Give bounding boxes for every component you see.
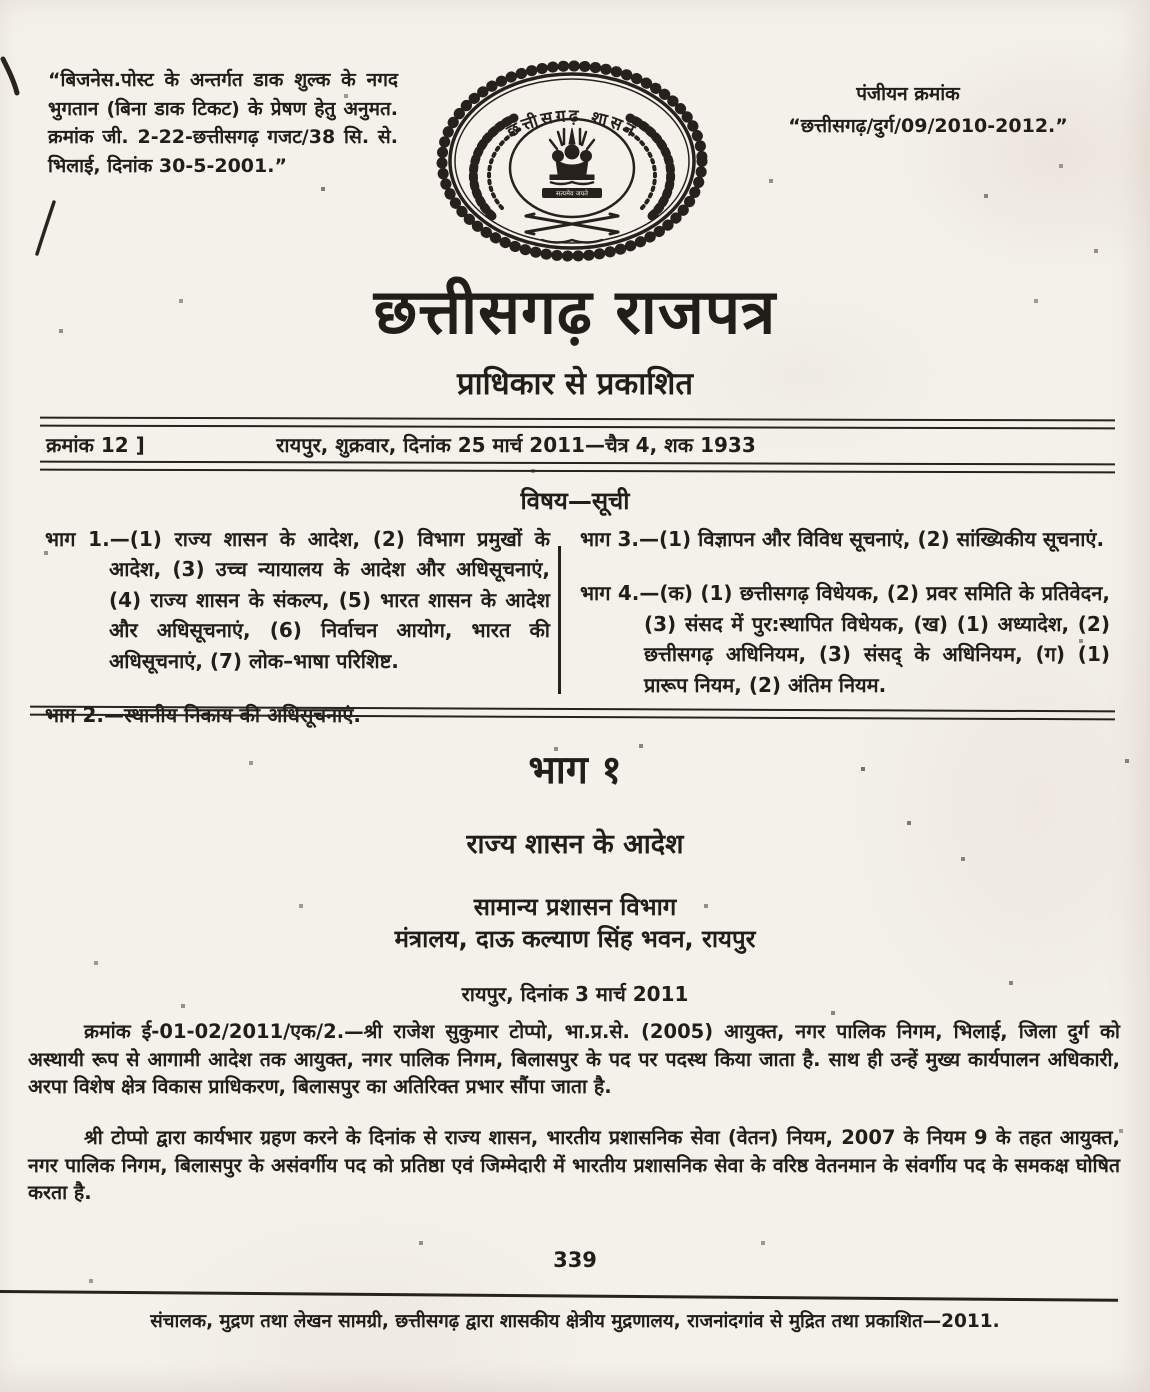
gazette-subtitle: प्राधिकार से प्रकाशित bbox=[456, 366, 694, 402]
toc-entry-part3 bbox=[580, 524, 1110, 554]
toc-entry-text: स्थानीय निकाय की अधिसूचनाएं. bbox=[123, 702, 361, 727]
scan-noise-specks bbox=[0, 0, 2, 2]
horizontal-rule-mid bbox=[40, 461, 1115, 474]
toc-entry-text: (1) विज्ञापन और विविध सूचनाएं, (2) सांख्यिकीय सूचनाएं. bbox=[658, 527, 1105, 551]
registration-block bbox=[768, 80, 1088, 138]
toc-entry-text: (क) (1) छत्तीसगढ़ विधेयक, (2) प्रवर समिति के प्रतिवेदन, (3) संसद में पुर:स्थापित विधेयक, (ख) (1) अध्यादेश, (2) छत्तीसगढ़ अधिनियम, (3) संसद् के अधिनियम, (ग) (1) प्रारूप नियम, (2) अंतिम नियम. bbox=[644, 581, 1110, 697]
department-name: सामान्य प्रशासन विभाग bbox=[473, 893, 677, 921]
order-paragraph-1 bbox=[28, 1018, 1120, 1101]
toc-entry-label: भाग 2.— bbox=[45, 702, 124, 727]
toc-entry-label: भाग 4.— bbox=[580, 581, 660, 606]
pen-stroke-artifact bbox=[34, 198, 58, 258]
toc-entry-label: भाग 3.— bbox=[580, 527, 659, 551]
ashoka-lion-capital-icon bbox=[550, 128, 594, 184]
toc-left-column bbox=[45, 524, 550, 754]
horizontal-rule-top bbox=[40, 417, 1115, 430]
order-paragraph-text: श्री राजेश सुकुमार टोप्पो, भा.प्र.से. (2005) आयुक्त, नगर पालिक निगम, भिलाई, जिला दुर्ग को अस्थायी रूप से आगामी आदेश तक आयुक्त, नगर पालिक निगम, बिलासपुर के पद पर पदस्थ किया जाता है. साथ ही उन्हें मुख्य कार्यपालन अधिकारी, अरपा विशेष क्षेत्र विकास प्राधिकरण, बिलासपुर का अतिरिक्त प्रभार सौंपा जाता है. bbox=[28, 1020, 1120, 1099]
gazette-title: छत्तीसगढ़ राजपत्र bbox=[373, 275, 777, 348]
order-dateline: रायपुर, दिनांक 3 मार्च 2011 bbox=[461, 982, 689, 1006]
toc-entry-text: (1) राज्य शासन के आदेश, (2) विभाग प्रमुखों के आदेश, (3) उच्च न्यायालय के आदेश और अधिसूचनाएं, (4) राज्य शासन के संकल्प, (5) भारत शासन के आदेश और अधिसूचनाएं, (6) निर्वाचन आयोग, भारत की अधिसूचनाएं, (7) लोक–भाषा परिशिष्ट. bbox=[109, 527, 550, 673]
emblem-motto-text: सत्यमेव जयते bbox=[556, 189, 588, 198]
ministry-address: मंत्रालय, दाऊ कल्याण सिंह भवन, रायपुर bbox=[394, 925, 756, 953]
toc-entry-part4 bbox=[580, 578, 1110, 700]
part1-heading: भाग १ bbox=[528, 748, 622, 793]
toc-entry-label: भाग 1.— bbox=[45, 527, 130, 551]
crossed-arrows-icon bbox=[526, 214, 618, 243]
emblem-top-text: छत्तीसगढ़ शासन bbox=[503, 106, 641, 143]
footer-rule bbox=[0, 1290, 1118, 1302]
toc-entry-part1 bbox=[45, 524, 550, 676]
table-of-contents bbox=[45, 524, 1110, 754]
part1-subheading: राज्य शासन के आदेश bbox=[466, 829, 684, 860]
issue-dateline: रायपुर, शुक्रवार, दिनांक 25 मार्च 2011—चैत्र 4, शक 1933 bbox=[276, 433, 756, 457]
order-number: क्रमांक ई-01-02/2011/एक/2.— bbox=[84, 1020, 364, 1043]
issue-number: क्रमांक 12 ] bbox=[46, 433, 145, 457]
toc-heading: विषय—सूची bbox=[520, 487, 630, 515]
chhattisgarh-state-emblem-icon bbox=[430, 56, 715, 270]
postal-permission-note: “बिजनेस.पोस्ट के अन्तर्गत डाक शुल्क के नगद भुगतान (बिना डाक टिकट) के प्रेषण हेतु अनुमत. क्रमांक जी. 2-22-छत्तीसगढ़ गजट/38 सि. से. भिलाई, दिनांक 30-5-2001.” bbox=[48, 69, 398, 177]
page-number: 339 bbox=[553, 1248, 597, 1272]
registration-number: “छत्तीसगढ़/दुर्ग/09/2010-2012.” bbox=[788, 115, 1068, 137]
registration-label: पंजीयन क्रमांक bbox=[856, 83, 960, 105]
order-paragraph-2: श्री टोप्पो द्वारा कार्यभार ग्रहण करने के दिनांक से राज्य शासन, भारतीय प्रशासनिक सेवा (वेतन) नियम, 2007 के नियम 9 के तहत आयुक्त, नगर पालिक निगम, बिलासपुर के असंवर्गीय पद को प्रतिष्ठा एवं जिम्मेदारी में भारतीय प्रशासनिक सेवा के वरिष्ठ वेतनमान के संवर्गीय पद के समकक्ष घोषित करता है. bbox=[28, 1126, 1120, 1205]
printer-imprint: संचालक, मुद्रण तथा लेखन सामग्री, छत्तीसगढ़ द्वारा शासकीय क्षेत्रीय मुद्रणालय, राजनांदगांव से मुद्रित तथा प्रकाशित—2011. bbox=[150, 1311, 1000, 1332]
pen-mark-artifact bbox=[0, 55, 30, 115]
toc-column-divider bbox=[558, 546, 561, 694]
issue-line bbox=[46, 431, 1106, 459]
